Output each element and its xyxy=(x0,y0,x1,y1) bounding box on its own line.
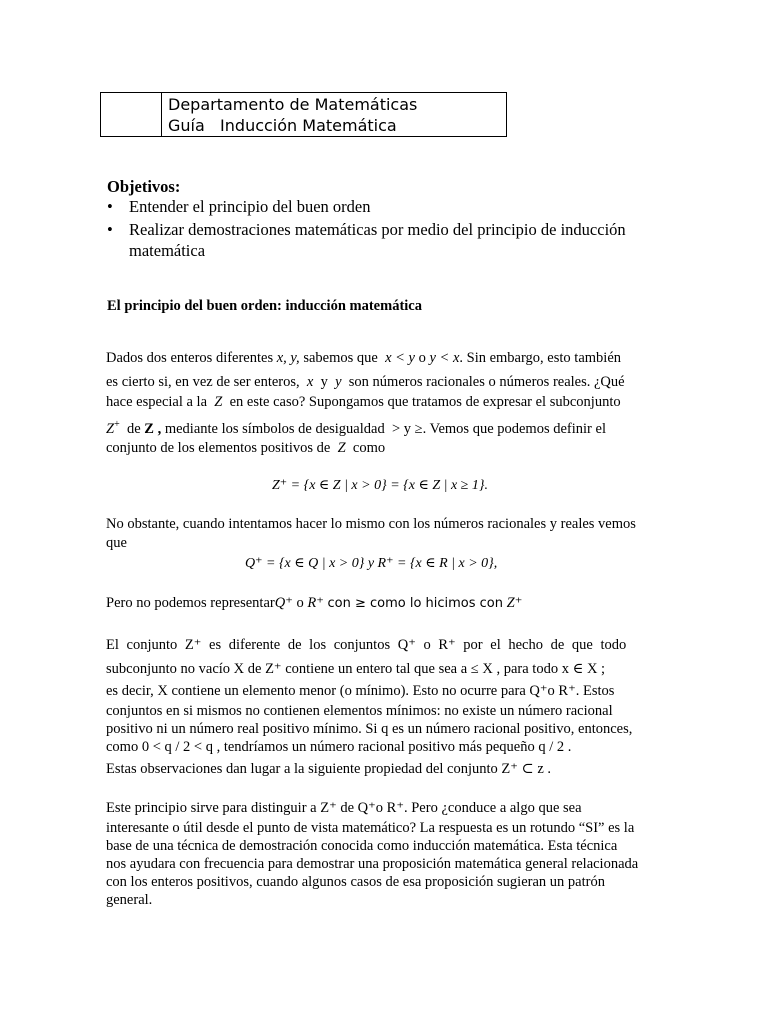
text: con ≥ como lo hicimos con xyxy=(327,596,504,611)
p5-line-4: nos ayudara con frecuencia para demostrar una proposición matemática general relacionada xyxy=(106,856,639,872)
text: Pero no podemos representar xyxy=(106,595,275,611)
text: Dados dos enteros diferentes xyxy=(106,350,274,366)
math-var: y xyxy=(335,374,342,390)
text: son números racionales o números reales. ¿Qué xyxy=(348,374,625,390)
text: y xyxy=(320,374,328,390)
math-var: Z xyxy=(106,421,115,437)
p5-line-2: interesante o útil desde el punto de vista matemático? La respuesta es un rotundo “SI” es la xyxy=(106,820,635,836)
objective-item-1 xyxy=(107,198,370,216)
p1-line-1 xyxy=(106,349,621,367)
math-var: Z⁺ xyxy=(506,595,523,611)
header-divider xyxy=(161,93,162,136)
math-var: x, y, xyxy=(276,350,300,366)
p5-line-5: con los enteros positivos, cuando algunos casos de esa proposición sugieran un patrón xyxy=(106,874,605,890)
math-expr: x < y xyxy=(385,350,415,366)
p3-line xyxy=(106,594,522,613)
guide-title: Guía Inducción Matemática xyxy=(168,116,397,135)
text: en este caso? Supongamos que tratamos de expresar el subconjunto xyxy=(229,394,621,410)
bullet-icon: • xyxy=(107,197,113,216)
text: hace especial a la xyxy=(106,394,208,410)
p4-line-4: conjuntos en si mismos no contienen elementos mínimos: no existe un número racional xyxy=(106,703,613,719)
math-var: Z xyxy=(337,440,346,456)
text: de xyxy=(126,421,141,437)
p4-line-3: es decir, X contiene un elemento menor (o mínimo). Esto no ocurre para Q⁺o R⁺. Estos xyxy=(106,683,615,699)
math-var: Z xyxy=(214,394,223,410)
text: mediante los símbolos de desigualdad xyxy=(164,421,385,437)
p1-line-2 xyxy=(106,373,625,391)
department-title: Departamento de Matemáticas xyxy=(168,95,418,114)
p2-line-1: No obstante, cuando intentamos hacer lo mismo con los números racionales y reales vemos xyxy=(106,516,636,532)
p1-line-4 xyxy=(106,420,606,438)
text: es cierto si, en vez de ser enteros, xyxy=(106,374,300,390)
objectives-title: Objetivos: xyxy=(107,177,181,196)
p5-line-6: general. xyxy=(106,892,153,908)
text: > y ≥. Vemos que podemos definir el xyxy=(391,421,606,437)
objective-text: Entender el principio del buen orden xyxy=(129,197,371,216)
objective-item-2 xyxy=(107,221,626,239)
p4-line-2: subconjunto no vacío X de Z⁺ contiene un entero tal que sea a ≤ X , para todo x ∈ X ; xyxy=(106,661,606,677)
objective-text: Realizar demostraciones matemáticas por medio del principio de inducción xyxy=(129,220,626,239)
p5-line-1: Este principio sirve para distinguir a Z⁺ de Q⁺o R⁺. Pero ¿conduce a algo que sea xyxy=(106,800,582,816)
math-var: Z , xyxy=(144,421,162,437)
text: como xyxy=(352,440,386,456)
text: sabemos que xyxy=(303,350,378,366)
math-var: Q⁺ xyxy=(274,595,293,611)
text: o xyxy=(418,350,426,366)
header-box xyxy=(100,92,507,137)
p1-line-3 xyxy=(106,393,621,411)
text: . Sin embargo, esto también xyxy=(459,350,621,366)
superscript: + xyxy=(114,419,120,430)
p2-line-2: que xyxy=(106,535,127,551)
math-var: R⁺ xyxy=(307,595,324,611)
section-title: El principio del buen orden: inducción matemática xyxy=(107,298,422,314)
objective-item-2-cont: matemática xyxy=(129,241,206,260)
text: o xyxy=(296,595,304,611)
p4-line-1: El conjunto Z⁺ es diferente de los conjuntos Q⁺ o R⁺ por el hecho de que todo xyxy=(106,637,627,653)
equation-z-plus: Z⁺ = {x ∈ Z | x > 0} = {x ∈ Z | x ≥ 1}. xyxy=(272,478,488,493)
p5-line-3: base de una técnica de demostración conocida como inducción matemática. Esta técnica xyxy=(106,838,618,854)
bullet-icon: • xyxy=(107,220,113,239)
math-expr: y < x xyxy=(429,350,460,366)
p1-line-5 xyxy=(106,439,385,457)
p4-line-6: como 0 < q / 2 < q , tendríamos un número racional positivo más pequeño q / 2 . xyxy=(106,739,572,755)
text: conjunto de los elementos positivos de xyxy=(106,440,331,456)
math-var: x xyxy=(306,374,314,390)
equation-q-r-plus: Q⁺ = {x ∈ Q | x > 0} y R⁺ = {x ∈ R | x > 0}, xyxy=(245,556,498,571)
p4-line-7: Estas observaciones dan lugar a la siguiente propiedad del conjunto Z⁺ ⊂ z . xyxy=(106,761,552,777)
p4-line-5: positivo ni un número real positivo mínimo. Si q es un número racional positivo, entonces, xyxy=(106,721,633,737)
